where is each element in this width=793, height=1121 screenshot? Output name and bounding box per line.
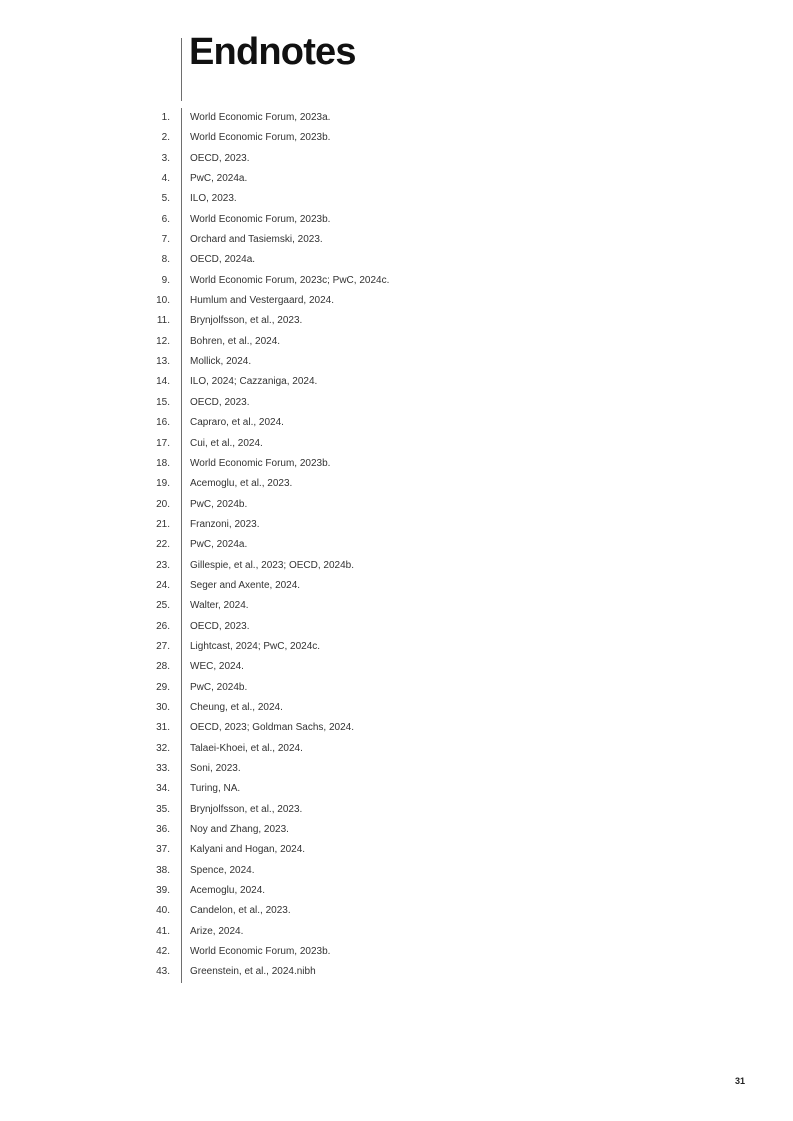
endnote-number: 39. bbox=[156, 885, 170, 897]
endnote-divider-rule bbox=[181, 556, 182, 576]
endnote-number: 28. bbox=[156, 661, 170, 673]
endnote-reference: Talaei-Khoei, et al., 2024. bbox=[190, 742, 303, 754]
endnote-divider-rule bbox=[181, 230, 182, 250]
endnote-number: 19. bbox=[156, 478, 170, 490]
endnote-divider-rule bbox=[181, 515, 182, 535]
endnote-item bbox=[0, 128, 793, 148]
endnote-item bbox=[0, 840, 793, 860]
endnote-divider-rule bbox=[181, 474, 182, 494]
endnote-item bbox=[0, 454, 793, 474]
endnote-divider-rule bbox=[181, 311, 182, 331]
endnote-item bbox=[0, 637, 793, 657]
endnote-item bbox=[0, 942, 793, 962]
endnote-reference: Candelon, et al., 2023. bbox=[190, 905, 291, 917]
endnote-divider-rule bbox=[181, 739, 182, 759]
endnote-number: 18. bbox=[156, 457, 170, 469]
endnote-reference: OECD, 2023. bbox=[190, 620, 250, 632]
endnote-reference: Acemoglu, et al., 2023. bbox=[190, 478, 293, 490]
endnote-number: 20. bbox=[156, 498, 170, 510]
endnote-number: 36. bbox=[156, 824, 170, 836]
endnote-number: 22. bbox=[156, 539, 170, 551]
endnote-item bbox=[0, 291, 793, 311]
title-divider-rule bbox=[181, 38, 182, 101]
endnote-item bbox=[0, 474, 793, 494]
endnote-reference: Cui, et al., 2024. bbox=[190, 437, 263, 449]
endnote-item bbox=[0, 596, 793, 616]
endnote-divider-rule bbox=[181, 942, 182, 962]
endnote-divider-rule bbox=[181, 861, 182, 881]
endnote-number: 4. bbox=[161, 173, 170, 185]
endnote-reference: Capraro, et al., 2024. bbox=[190, 417, 284, 429]
endnote-number: 8. bbox=[161, 254, 170, 266]
endnote-reference: Acemoglu, 2024. bbox=[190, 885, 266, 897]
endnote-divider-rule bbox=[181, 637, 182, 657]
endnote-divider-rule bbox=[181, 901, 182, 921]
endnote-item bbox=[0, 779, 793, 799]
endnote-item bbox=[0, 556, 793, 576]
endnote-reference: World Economic Forum, 2023b. bbox=[190, 457, 331, 469]
endnote-reference: PwC, 2024a. bbox=[190, 539, 248, 551]
endnote-divider-rule bbox=[181, 922, 182, 942]
endnote-item bbox=[0, 149, 793, 169]
endnote-number: 1. bbox=[161, 112, 170, 123]
endnote-divider-rule bbox=[181, 698, 182, 718]
endnote-number: 34. bbox=[156, 783, 170, 795]
endnote-number: 37. bbox=[156, 844, 170, 856]
endnote-reference: World Economic Forum, 2023b. bbox=[190, 132, 331, 144]
endnote-item bbox=[0, 393, 793, 413]
endnote-divider-rule bbox=[181, 291, 182, 311]
endnote-number: 40. bbox=[156, 905, 170, 917]
endnote-item bbox=[0, 311, 793, 331]
endnote-divider-rule bbox=[181, 108, 182, 128]
endnote-reference: Greenstein, et al., 2024.nibh bbox=[190, 966, 316, 978]
endnote-divider-rule bbox=[181, 718, 182, 738]
endnote-item bbox=[0, 698, 793, 718]
endnote-number: 10. bbox=[156, 295, 170, 307]
endnote-divider-rule bbox=[181, 372, 182, 392]
endnote-item bbox=[0, 250, 793, 270]
endnote-reference: Mollick, 2024. bbox=[190, 356, 252, 368]
endnote-reference: ILO, 2023. bbox=[190, 193, 237, 205]
endnote-item bbox=[0, 962, 793, 982]
endnote-item bbox=[0, 230, 793, 250]
endnote-reference: World Economic Forum, 2023b. bbox=[190, 213, 331, 225]
endnote-reference: World Economic Forum, 2023c; PwC, 2024c. bbox=[190, 274, 390, 286]
endnote-number: 6. bbox=[161, 213, 170, 225]
endnote-item bbox=[0, 271, 793, 291]
endnote-reference: ILO, 2024; Cazzaniga, 2024. bbox=[190, 376, 318, 388]
endnote-item bbox=[0, 617, 793, 637]
endnote-item bbox=[0, 108, 793, 128]
endnote-reference: Bohren, et al., 2024. bbox=[190, 335, 281, 347]
endnote-divider-rule bbox=[181, 149, 182, 169]
endnote-item bbox=[0, 881, 793, 901]
endnote-item bbox=[0, 861, 793, 881]
endnote-number: 41. bbox=[156, 925, 170, 937]
endnote-reference: Franzoni, 2023. bbox=[190, 518, 260, 530]
endnote-item bbox=[0, 515, 793, 535]
endnote-number: 16. bbox=[156, 417, 170, 429]
endnote-reference: Lightcast, 2024; PwC, 2024c. bbox=[190, 640, 321, 652]
endnote-number: 21. bbox=[156, 518, 170, 530]
endnote-reference: OECD, 2023. bbox=[190, 152, 250, 164]
endnote-divider-rule bbox=[181, 596, 182, 616]
endnote-item bbox=[0, 922, 793, 942]
endnote-divider-rule bbox=[181, 962, 182, 982]
endnote-number: 5. bbox=[161, 193, 170, 205]
endnote-number: 15. bbox=[156, 396, 170, 408]
endnote-number: 26. bbox=[156, 620, 170, 632]
endnote-reference: World Economic Forum, 2023a. bbox=[190, 112, 331, 123]
endnote-item bbox=[0, 657, 793, 677]
endnote-reference: Cheung, et al., 2024. bbox=[190, 701, 283, 713]
endnote-reference: WEC, 2024. bbox=[190, 661, 244, 673]
endnote-divider-rule bbox=[181, 271, 182, 291]
endnote-reference: OECD, 2023; Goldman Sachs, 2024. bbox=[190, 722, 354, 734]
endnote-number: 12. bbox=[156, 335, 170, 347]
endnote-divider-rule bbox=[181, 576, 182, 596]
endnote-divider-rule bbox=[181, 617, 182, 637]
endnote-number: 9. bbox=[161, 274, 170, 286]
endnote-number: 24. bbox=[156, 579, 170, 591]
endnote-item bbox=[0, 210, 793, 230]
endnote-number: 3. bbox=[161, 152, 170, 164]
endnote-number: 11. bbox=[156, 315, 170, 327]
endnote-item bbox=[0, 576, 793, 596]
endnote-reference: Noy and Zhang, 2023. bbox=[190, 824, 289, 836]
endnote-number: 35. bbox=[156, 803, 170, 815]
endnote-reference: PwC, 2024a. bbox=[190, 173, 248, 185]
endnote-number: 29. bbox=[156, 681, 170, 693]
endnote-number: 30. bbox=[156, 701, 170, 713]
endnote-number: 43. bbox=[156, 966, 170, 978]
endnote-item bbox=[0, 800, 793, 820]
endnote-divider-rule bbox=[181, 678, 182, 698]
endnote-item bbox=[0, 352, 793, 372]
endnote-divider-rule bbox=[181, 332, 182, 352]
endnote-divider-rule bbox=[181, 535, 182, 555]
endnote-number: 25. bbox=[156, 600, 170, 612]
endnote-divider-rule bbox=[181, 189, 182, 209]
endnote-reference: Brynjolfsson, et al., 2023. bbox=[190, 315, 303, 327]
endnote-number: 23. bbox=[156, 559, 170, 571]
endnote-item bbox=[0, 739, 793, 759]
endnote-number: 42. bbox=[156, 946, 170, 958]
endnote-reference: Turing, NA. bbox=[190, 783, 241, 795]
endnote-item bbox=[0, 434, 793, 454]
endnote-divider-rule bbox=[181, 169, 182, 189]
endnote-reference: Spence, 2024. bbox=[190, 864, 255, 876]
endnote-divider-rule bbox=[181, 352, 182, 372]
endnote-reference: OECD, 2023. bbox=[190, 396, 250, 408]
endnote-divider-rule bbox=[181, 881, 182, 901]
endnote-number: 2. bbox=[161, 132, 170, 144]
endnote-divider-rule bbox=[181, 657, 182, 677]
endnote-divider-rule bbox=[181, 759, 182, 779]
endnote-item bbox=[0, 678, 793, 698]
endnote-item bbox=[0, 535, 793, 555]
endnote-divider-rule bbox=[181, 800, 182, 820]
endnote-reference: Seger and Axente, 2024. bbox=[190, 579, 301, 591]
endnote-number: 31. bbox=[156, 722, 170, 734]
endnote-reference: Humlum and Vestergaard, 2024. bbox=[190, 295, 334, 307]
endnote-item bbox=[0, 332, 793, 352]
endnote-item bbox=[0, 495, 793, 515]
endnote-item bbox=[0, 718, 793, 738]
endnote-item bbox=[0, 372, 793, 392]
endnote-number: 32. bbox=[156, 742, 170, 754]
endnote-reference: PwC, 2024b. bbox=[190, 681, 248, 693]
endnote-reference: Arize, 2024. bbox=[190, 925, 244, 937]
endnote-reference: Orchard and Tasiemski, 2023. bbox=[190, 234, 323, 246]
endnote-divider-rule bbox=[181, 454, 182, 474]
page-number: 31 bbox=[734, 1076, 745, 1086]
endnote-divider-rule bbox=[181, 495, 182, 515]
endnote-number: 38. bbox=[156, 864, 170, 876]
endnote-divider-rule bbox=[181, 393, 182, 413]
endnote-number: 27. bbox=[156, 640, 170, 652]
endnote-item bbox=[0, 413, 793, 433]
endnote-divider-rule bbox=[181, 413, 182, 433]
endnote-number: 17. bbox=[156, 437, 170, 449]
endnote-reference: OECD, 2024a. bbox=[190, 254, 256, 266]
endnote-reference: Kalyani and Hogan, 2024. bbox=[190, 844, 306, 856]
endnote-number: 33. bbox=[156, 763, 170, 774]
endnote-item bbox=[0, 759, 793, 779]
endnote-item bbox=[0, 169, 793, 189]
endnote-number: 7. bbox=[161, 234, 170, 246]
endnote-reference: Gillespie, et al., 2023; OECD, 2024b. bbox=[190, 559, 354, 571]
endnote-divider-rule bbox=[181, 250, 182, 270]
endnote-divider-rule bbox=[181, 434, 182, 454]
endnote-number: 13. bbox=[156, 356, 170, 368]
endnote-divider-rule bbox=[181, 820, 182, 840]
endnote-divider-rule bbox=[181, 840, 182, 860]
endnote-reference: PwC, 2024b. bbox=[190, 498, 248, 510]
page-title: Endnotes bbox=[189, 31, 356, 73]
endnote-item bbox=[0, 189, 793, 209]
endnotes-list bbox=[0, 108, 793, 983]
endnote-item bbox=[0, 901, 793, 921]
endnote-reference: Soni, 2023. bbox=[190, 763, 241, 774]
endnote-reference: Brynjolfsson, et al., 2023. bbox=[190, 803, 303, 815]
endnote-reference: Walter, 2024. bbox=[190, 600, 249, 612]
endnote-number: 14. bbox=[156, 376, 170, 388]
endnote-item bbox=[0, 820, 793, 840]
endnote-divider-rule bbox=[181, 210, 182, 230]
endnote-divider-rule bbox=[181, 128, 182, 148]
endnote-divider-rule bbox=[181, 779, 182, 799]
endnote-reference: World Economic Forum, 2023b. bbox=[190, 946, 331, 958]
